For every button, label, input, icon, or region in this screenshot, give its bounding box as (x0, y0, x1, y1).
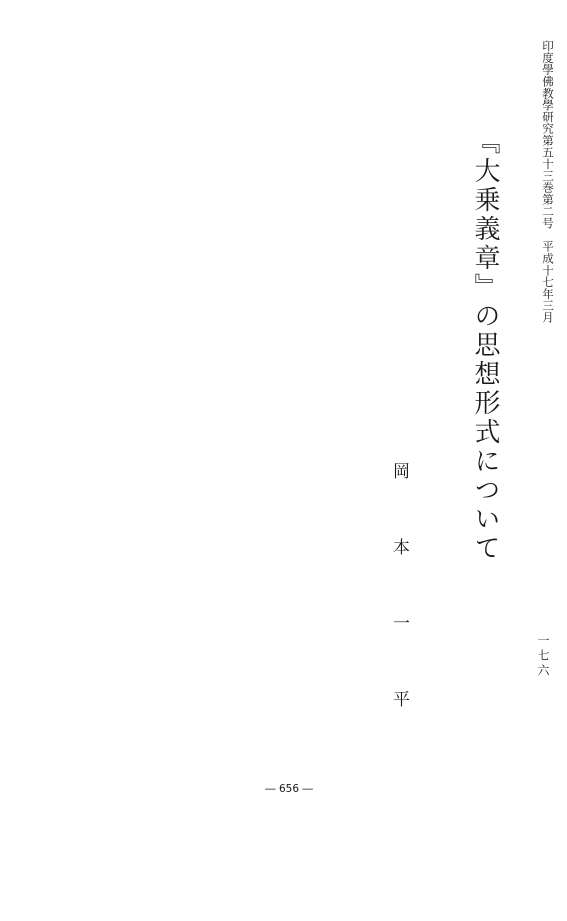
article-title: 『大乗義章』の思想形式について (470, 128, 500, 563)
page-number: ― 656 ― (265, 783, 313, 795)
journal-header: 印度學佛教學研究第五十三巻第二号 平成十七年三月 (541, 40, 555, 324)
author-name: 岡 本 一 平 (389, 462, 409, 728)
side-page-number: 一七六 (536, 634, 550, 679)
